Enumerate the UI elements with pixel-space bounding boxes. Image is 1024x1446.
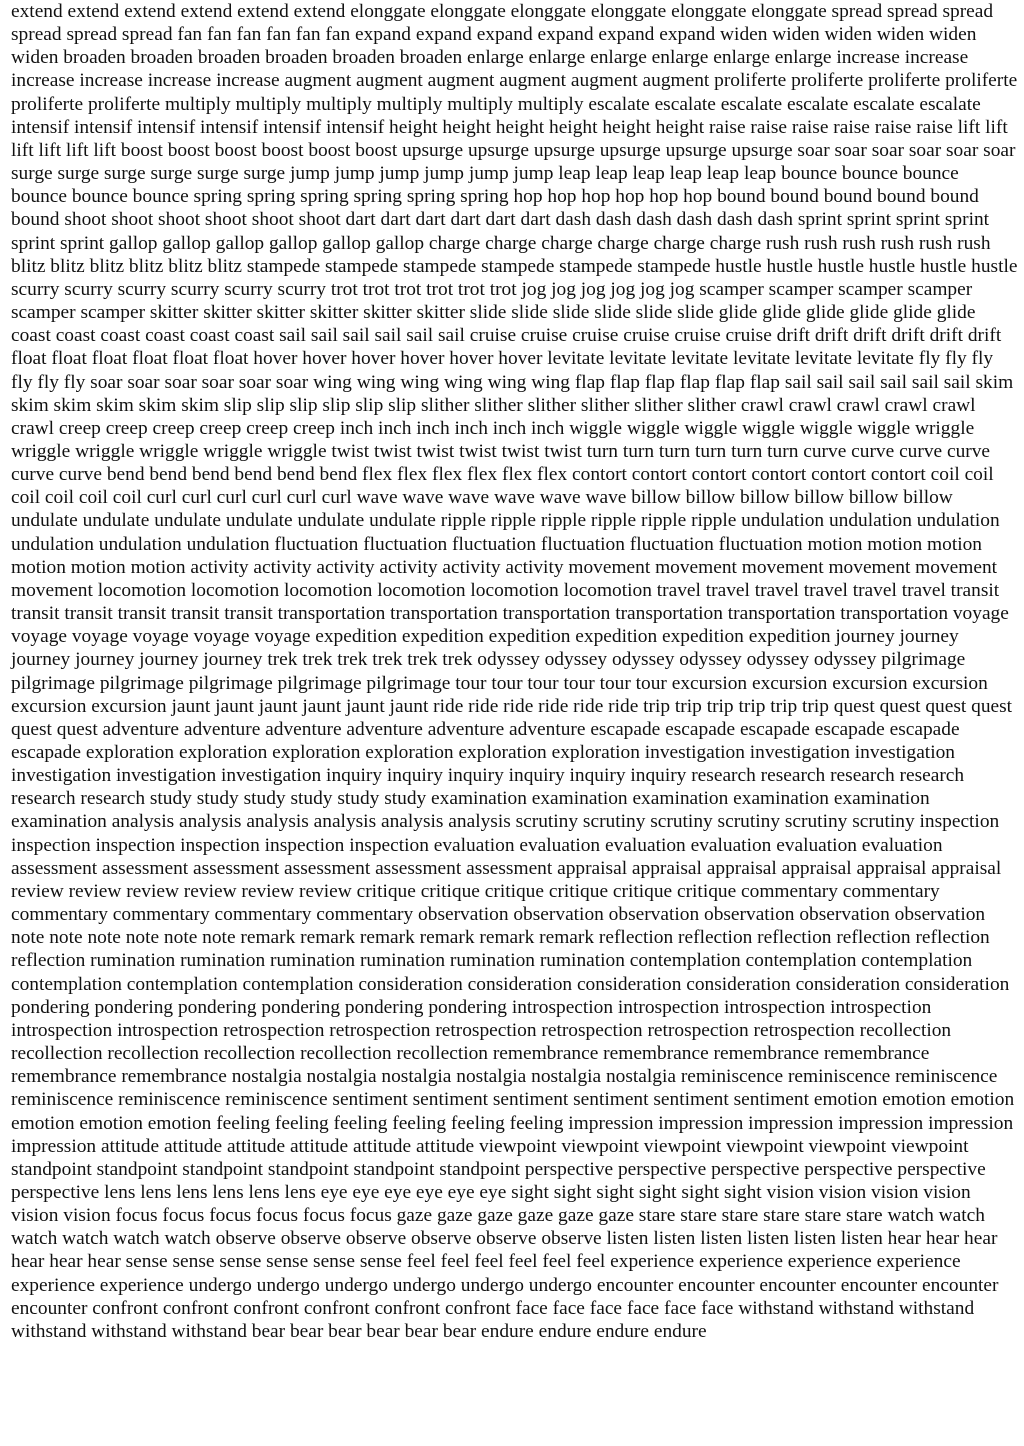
body-text: extend extend extend extend extend extend elonggate elonggate elonggate elonggate elonggate elonggate spread spread spread spread spread spread fan fan fan fan fan fan expand expand expand expand expand expand widen widen widen widen widen widen broaden broaden broaden broaden broaden broaden enlarge enlarge enlarge enlarge enlarge enlarge increase increase increase increase increase increase augment augment augment augment augment augment proliferte proliferte proliferte proliferte proliferte proliferte multiply multiply multiply multiply multiply multiply escalate escalate escalate escalate escalate escalate intensif intensif intensif intensif intensif intensif height height height height height height raise raise raise raise raise raise lift lift lift lift lift lift boost boost boost boost boost boost upsurge upsurge upsurge upsurge upsurge upsurge soar soar soar soar soar soar surge surge surge surge surge surge jump jump jump jump jump jump leap leap leap leap leap leap bounce bounce bounce bounce bounce bounce spring spring spring spring spring spring hop hop hop hop hop hop bound bound bound bound bound bound shoot shoot shoot shoot shoot shoot dart dart dart dart dart dart dash dash dash dash dash dash sprint sprint sprint sprint sprint sprint gallop gallop gallop gallop gallop gallop charge charge charge charge charge charge rush rush rush rush rush rush blitz blitz blitz blitz blitz blitz stampede stampede stampede stampede stampede stampede hustle hustle hustle hustle hustle hustle scurry scurry scurry scurry scurry scurry trot trot trot trot trot trot jog jog jog jog jog jog scamper scamper scamper scamper scamper scamper skitter skitter skitter skitter skitter skitter slide slide slide slide slide slide glide glide glide glide glide glide coast coast coast coast coast coast sail sail sail sail sail sail cruise cruise cruise cruise cruise cruise drift drift drift drift drift drift float float float float float float hover hover hover hover hover hover levitate levitate levitate levitate levitate levitate fly fly fly fly fly fly soar soar soar soar soar soar wing wing wing wing wing wing flap flap flap flap flap flap sail sail sail sail sail sail skim skim skim skim skim skim slip slip slip slip slip slip slither slither slither slither slither slither crawl crawl crawl crawl crawl crawl creep creep creep creep creep creep inch inch inch inch inch inch wiggle wiggle wiggle wiggle wiggle wiggle wriggle wriggle wriggle wriggle wriggle wriggle twist twist twist twist twist twist turn turn turn turn turn turn curve curve curve curve curve curve bend bend bend bend bend bend flex flex flex flex flex flex contort contort contort contort contort contort coil coil coil coil coil coil curl curl curl curl curl curl wave wave wave wave wave wave billow billow billow billow billow billow undulate undulate undulate undulate undulate undulate ripple ripple ripple ripple ripple ripple undulation undulation undulation undulation undulation undulation fluctuation fluctuation fluctuation fluctuation fluctuation fluctuation motion motion motion motion motion motion activity activity activity activity activity activity movement movement movement movement movement movement locomotion locomotion locomotion locomotion locomotion locomotion travel travel travel travel travel travel transit transit transit transit transit transit transportation transportation transportation transportation transportation transportation voyage voyage voyage voyage voyage voyage expedition expedition expedition expedition expedition expedition journey journey journey journey journey journey trek trek trek trek trek trek odyssey odyssey odyssey odyssey odyssey odyssey pilgrimage pilgrimage pilgrimage pilgrimage pilgrimage pilgrimage tour tour tour tour tour tour excursion excursion excursion excursion excursion excursion jaunt jaunt jaunt jaunt jaunt jaunt ride ride ride ride ride ride trip trip trip trip trip trip quest quest quest quest quest quest adventure adventure adventure adventure adventure adventure escapade escapade escapade escapade escapade escapade exploration exploration exploration exploration exploration exploration investigation investigation investigation investigation investigation investigation inquiry inquiry inquiry inquiry inquiry inquiry research research research research research research study study study study study study examination examination examination examination examination examination analysis analysis analysis analysis analysis analysis scrutiny scrutiny scrutiny scrutiny scrutiny scrutiny inspection inspection inspection inspection inspection inspection evaluation evaluation evaluation evaluation evaluation evaluation assessment assessment assessment assessment assessment assessment appraisal appraisal appraisal appraisal appraisal appraisal review review review review review review critique critique critique critique critique critique commentary commentary commentary commentary commentary commentary observation observation observation observation observation observation note note note note note note remark remark remark remark remark remark reflection reflection reflection reflection reflection reflection rumination rumination rumination rumination rumination rumination contemplation contemplation contemplation contemplation contemplation contemplation consideration consideration consideration consideration consideration consideration pondering pondering pondering pondering pondering pondering introspection introspection introspection introspection introspection introspection retrospection retrospection retrospection retrospection retrospection retrospection recollection recollection recollection recollection recollection recollection remembrance remembrance remembrance remembrance remembrance remembrance nostalgia nostalgia nostalgia nostalgia nostalgia nostalgia reminiscence reminiscence reminiscence reminiscence reminiscence reminiscence sentiment sentiment sentiment sentiment sentiment sentiment emotion emotion emotion emotion emotion emotion feeling feeling feeling feeling feeling feeling impression impression impression impression impression impression attitude attitude attitude attitude attitude attitude viewpoint viewpoint viewpoint viewpoint viewpoint viewpoint standpoint standpoint standpoint standpoint standpoint standpoint perspective perspective perspective perspective perspective perspective lens lens lens lens lens lens eye eye eye eye eye eye sight sight sight sight sight sight vision vision vision vision vision vision focus focus focus focus focus focus gaze gaze gaze gaze gaze gaze stare stare stare stare stare stare watch watch watch watch watch watch observe observe observe observe observe observe listen listen listen listen listen listen hear hear hear hear hear hear sense sense sense sense sense sense feel feel feel feel feel feel experience experience experience experience experience experience undergo undergo undergo undergo undergo undergo encounter encounter encounter encounter encounter encounter confront confront confront confront confront confront face face face face face face withstand withstand withstand withstand withstand withstand bear bear bear bear bear bear endure endure endure endure	[11, 1, 1018, 1342]
